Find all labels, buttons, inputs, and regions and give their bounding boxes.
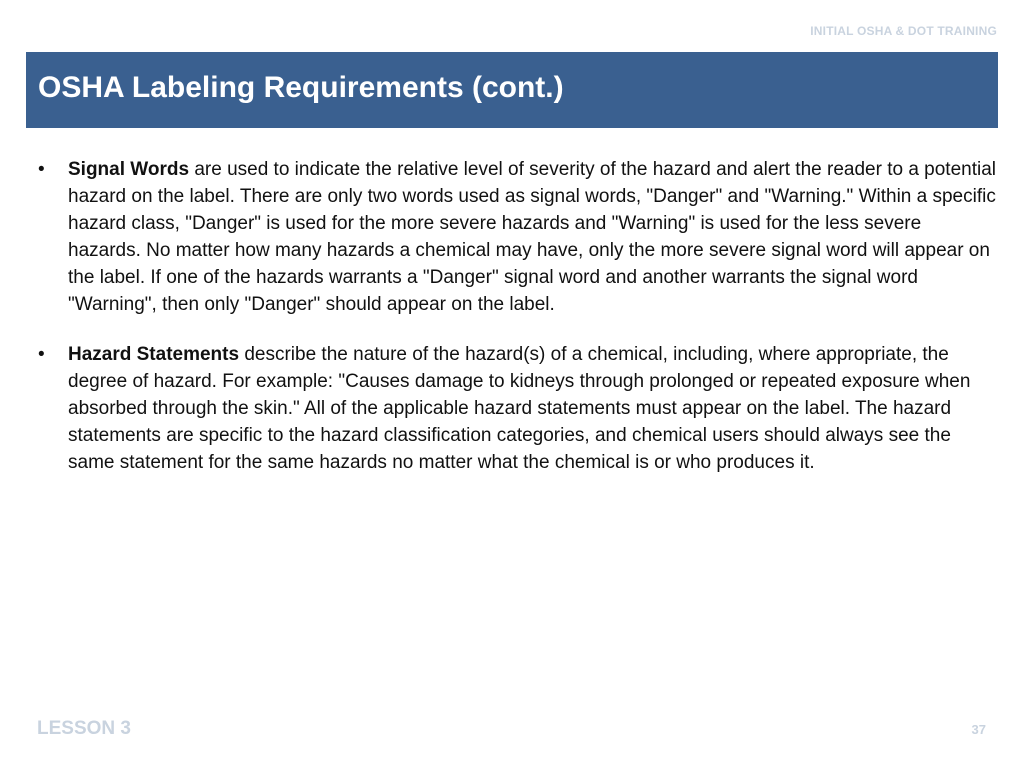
title-bar [26,52,998,128]
slide-content [36,156,998,499]
slide-title: OSHA Labeling Requirements (cont.) [38,71,564,104]
bullet-term: Signal Words [68,159,190,180]
course-header-tag: INITIAL OSHA & DOT TRAINING [810,24,997,38]
bullet-text: are used to indicate the relative level of severity of the hazard and alert the reader to a potential hazard on the label. There are only two words used as signal words, "Danger" and "Warning." Within a specific hazard class, "Danger" is used for the more severe hazards and "Warning" is used for the less severe hazards. No matter how many hazards a chemical may have, only the more severe signal word will appear on the label. If one of the hazards warrants a "Danger" signal word and another warrants the signal word "Warning", then only "Danger" should appear on the label. [68,159,996,315]
bullet-text: describe the nature of the hazard(s) of a chemical, including, where appropriate, the degree of hazard. For example: "Causes damage to kidneys through prolonged or repeated exposure when absorbed through the skin." All of the applicable hazard statements must appear on the label. The hazard statements are specific to the hazard classification categories, and chemical users should always see the same statement for the same hazards no matter what the chemical is or who produces it. [68,344,971,473]
bullet-marker: • [38,159,45,180]
page-number: 37 [971,722,986,737]
bullet-term: Hazard Statements [68,344,240,365]
footer-lesson-label: LESSON 3 [37,718,131,739]
bullet-marker: • [38,344,45,365]
bullet-hazard-statements [36,341,998,476]
bullet-signal-words [36,156,998,318]
